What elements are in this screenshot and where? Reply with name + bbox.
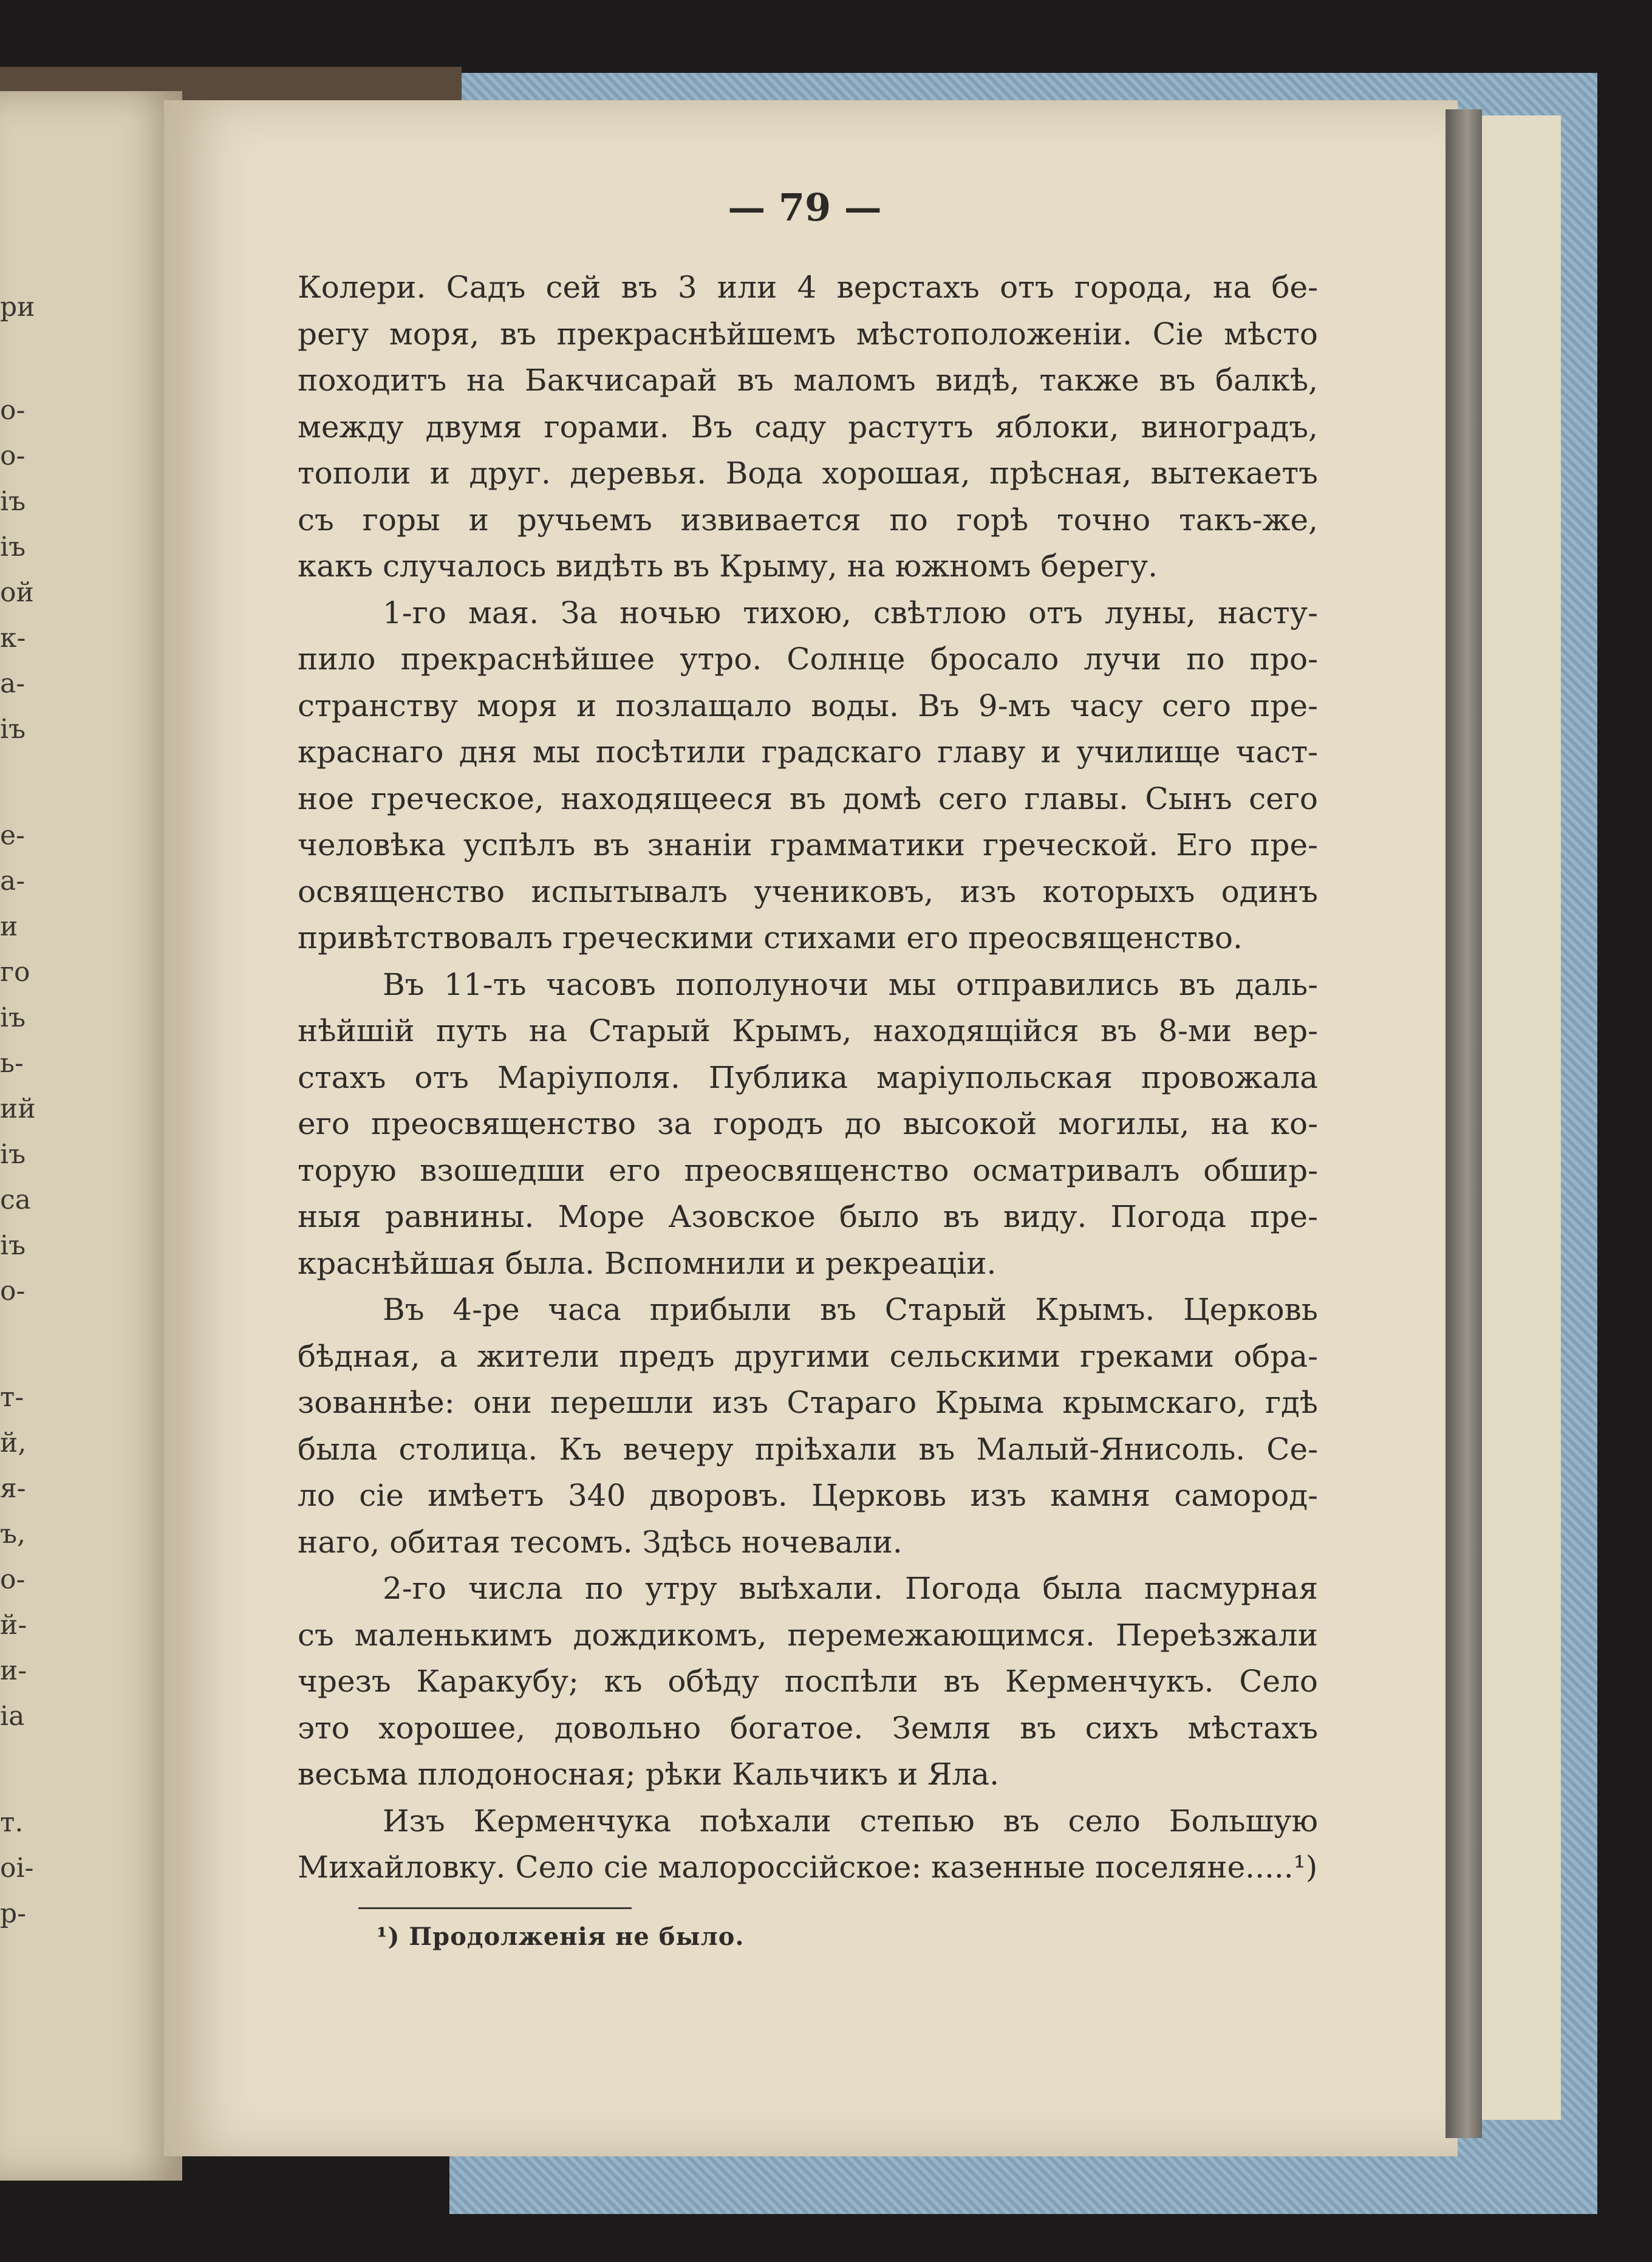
text-line: тополи и друг. деревья. Вода хорошая, прѣсная, вытекаетъ — [298, 456, 1318, 491]
left-fragment: іъ — [0, 1230, 26, 1261]
footnote-rule — [358, 1907, 632, 1909]
left-page — [0, 91, 182, 2181]
text-line: человѣка успѣлъ въ знаніи грамматики греческой. Его пре- — [298, 827, 1318, 863]
left-fragment: й, — [0, 1427, 27, 1458]
footnote: ¹) Продолженія не было. — [377, 1922, 745, 1951]
text-line: Михайловку. Село сіе малороссійское: казенные поселяне.....¹) — [298, 1850, 1318, 1885]
left-fragment: оі- — [0, 1853, 34, 1884]
left-fragment: е- — [0, 820, 25, 851]
text-line: ло сіе имѣетъ 340 дворовъ. Церковь изъ камня самород- — [298, 1478, 1318, 1513]
left-fragment: о- — [0, 395, 26, 426]
text-line: ныя равнины. Море Азовское было въ виду. Погода пре- — [298, 1199, 1318, 1234]
text-line: Изъ Керменчука поѣхали степью въ село Большую — [383, 1803, 1318, 1839]
text-line: 1-го мая. За ночью тихою, свѣтлою отъ луны, насту- — [383, 595, 1318, 630]
left-fragment: а- — [0, 866, 26, 897]
page-number: — 79 — — [728, 185, 882, 230]
left-fragment: о- — [0, 1276, 26, 1307]
left-fragment: іа — [0, 1701, 25, 1732]
text-line: походитъ на Бакчисарай въ маломъ видѣ, также въ балкѣ, — [298, 363, 1318, 398]
text-line: привѣтствовалъ греческими стихами его преосвященство. — [298, 920, 1243, 955]
text-line: была столица. Къ вечеру пріѣхали въ Малый-Янисоль. Се- — [298, 1431, 1318, 1467]
text-line: нѣйшій путь на Старый Крымъ, находящійся въ 8-ми вер- — [298, 1013, 1318, 1048]
left-fragment: іъ — [0, 1002, 26, 1033]
left-fragment: ри — [0, 292, 35, 323]
text-line: пило прекраснѣйшее утро. Солнце бросало лучи по про- — [298, 641, 1318, 677]
text-line: зованнѣе: они перешли изъ Стараго Крыма крымскаго, гдѣ — [298, 1385, 1318, 1420]
text-line: съ маленькимъ дождикомъ, перемежающимся. Переѣзжали — [298, 1617, 1318, 1653]
left-fragment: ий — [0, 1093, 36, 1124]
text-line: Колери. Садъ сей въ 3 или 4 верстахъ отъ города, на бе- — [298, 270, 1318, 305]
left-fragment: о- — [0, 440, 26, 471]
text-line: Въ 4-ре часа прибыли въ Старый Крымъ. Церковь — [383, 1292, 1318, 1327]
text-line: его преосвященство за городъ до высокой могилы, на ко- — [298, 1106, 1318, 1141]
text-line: ное греческое, находящееся въ домѣ сего главы. Сынъ сего — [298, 781, 1318, 816]
left-fragment: іъ — [0, 1139, 26, 1170]
text-line: между двумя горами. Въ саду растутъ яблоки, виноградъ, — [298, 409, 1318, 445]
left-fragment: т. — [0, 1807, 24, 1838]
left-fragment: са — [0, 1184, 31, 1215]
left-fragment: а- — [0, 668, 26, 699]
text-line: Въ 11-ть часовъ пополуночи мы отправились въ даль- — [383, 966, 1318, 1002]
page-edge — [1445, 109, 1482, 2138]
text-line: какъ случалось видѣть въ Крыму, на южномъ берегу. — [298, 548, 1158, 584]
text-line: регу моря, въ прекраснѣйшемъ мѣстоположеніи. Сіе мѣсто — [298, 316, 1318, 352]
left-fragment: го — [0, 957, 30, 988]
text-line: чрезъ Каракубу; къ обѣду поспѣли въ Керменчукъ. Село — [298, 1664, 1318, 1699]
text-line: 2-го числа по утру выѣхали. Погода была пасмурная — [383, 1571, 1318, 1606]
text-line: краснѣйшая была. Вспомнили и рекреаціи. — [298, 1245, 997, 1281]
text-line: съ горы и ручьемъ извивается по горѣ точно такъ-же, — [298, 502, 1318, 538]
text-line: странству моря и позлащало воды. Въ 9-мъ часу сего пре- — [298, 688, 1318, 723]
left-fragment: іъ — [0, 486, 26, 517]
text-line: это хорошее, довольно богатое. Земля въ сихъ мѣстахъ — [298, 1710, 1318, 1746]
text-line: краснаго дня мы посѣтили градскаго главу и училище част- — [298, 734, 1318, 770]
text-line: стахъ отъ Маріуполя. Публика маріупольская провожала — [298, 1059, 1318, 1095]
text-line: весьма плодоносная; рѣки Кальчикъ и Яла. — [298, 1757, 1000, 1792]
left-fragment: т- — [0, 1382, 24, 1413]
text-line: наго, обитая тесомъ. Здѣсь ночевали. — [298, 1524, 903, 1560]
left-fragment: ь- — [0, 1048, 24, 1079]
text-line: освященство испытывалъ учениковъ, изъ которыхъ одинъ — [298, 873, 1318, 909]
left-fragment: о- — [0, 1564, 26, 1595]
left-fragment: к- — [0, 623, 26, 654]
body-text — [298, 264, 1318, 1891]
left-fragment: й- — [0, 1610, 27, 1641]
left-fragment: р- — [0, 1898, 27, 1929]
text-line: бѣдная, а жители предъ другими сельскими греками обра- — [298, 1338, 1318, 1374]
left-fragment: и- — [0, 1655, 27, 1686]
left-fragment: іъ — [0, 714, 26, 745]
left-fragment: ой — [0, 577, 34, 608]
left-fragment: я- — [0, 1473, 26, 1504]
left-fragment: и — [0, 911, 18, 942]
text-line: торую взошедши его преосвященство осматривалъ обшир- — [298, 1152, 1318, 1188]
left-fragment: іъ — [0, 531, 26, 562]
left-fragment: ъ, — [0, 1519, 26, 1550]
